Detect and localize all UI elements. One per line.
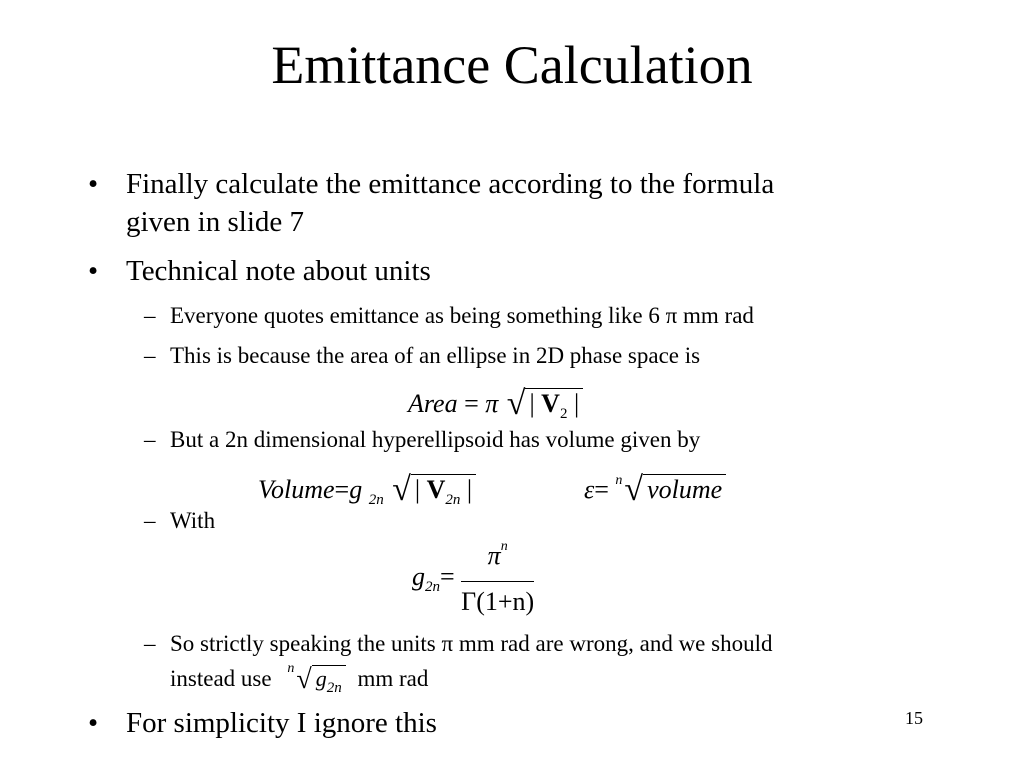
area-sqrt xyxy=(505,384,583,426)
sub-5-unit: mm rad xyxy=(357,666,429,691)
epsilon-radicand: volume xyxy=(643,474,726,504)
epsilon-root xyxy=(622,470,726,508)
sub-5-text: So strictly speaking the units π mm rad are wrong, and we should xyxy=(170,631,773,656)
unit-radicand xyxy=(312,665,346,696)
dash-marker: – xyxy=(144,303,156,328)
bullet-marker: • xyxy=(88,707,99,739)
bullet-1-text-cont: given in slide 7 xyxy=(126,206,305,238)
bullet-2-text: Technical note about units xyxy=(126,255,431,287)
volume-g-sub: 2n xyxy=(368,492,384,508)
g2n-numerator xyxy=(461,538,534,582)
v-subscript: 2n xyxy=(445,492,461,508)
epsilon-eq: = xyxy=(594,475,609,504)
matrix-v: V xyxy=(541,389,560,418)
sub-item-3 xyxy=(144,425,944,455)
unit-root xyxy=(294,663,345,697)
unit-root-expression xyxy=(287,661,345,696)
pi-symbol: π xyxy=(487,541,501,570)
abs-close: | xyxy=(573,389,580,418)
dash-marker: – xyxy=(144,343,156,368)
sub-4-text: With xyxy=(170,508,216,533)
sub-3-text: But a 2n dimensional hyperellipsoid has volume given by xyxy=(170,427,701,452)
v-subscript: 2 xyxy=(559,406,568,422)
epsilon-symbol: ε xyxy=(584,475,595,504)
matrix-v: V xyxy=(426,475,446,504)
sqrt-icon: √ xyxy=(506,385,526,422)
pi-exponent: n xyxy=(500,539,508,554)
sqrt-icon: √ xyxy=(296,664,312,695)
area-eq: = xyxy=(464,389,479,418)
abs-open: | xyxy=(529,389,535,418)
g2n-sub: 2n xyxy=(425,578,440,595)
epsilon-equation xyxy=(584,470,726,513)
sub-1-text: Everyone quotes emittance as being something like 6 π mm rad xyxy=(170,303,754,328)
bullet-3-text: For simplicity I ignore this xyxy=(126,707,437,739)
page-number: 15 xyxy=(905,708,923,728)
unit-root-index: n xyxy=(287,661,295,676)
bullet-marker: • xyxy=(88,168,99,200)
bullet-item-3 xyxy=(88,704,788,742)
abs-close: | xyxy=(466,475,473,504)
sub-item-2 xyxy=(144,341,944,371)
unit-g: g xyxy=(315,666,327,691)
dash-marker: – xyxy=(144,427,156,452)
dash-marker: – xyxy=(144,508,156,533)
epsilon-root-index: n xyxy=(615,473,623,488)
volume-g: g xyxy=(349,475,363,504)
area-lhs: Area xyxy=(408,389,458,418)
abs-open: | xyxy=(414,475,421,504)
area-equation xyxy=(408,384,583,426)
slide-title: Emittance Calculation xyxy=(271,35,753,95)
sub-5-text-cont xyxy=(170,663,428,698)
unit-g-sub: 2n xyxy=(326,680,342,696)
g2n-equation xyxy=(412,538,534,620)
sub-item-4 xyxy=(144,506,444,536)
bullet-item-1 xyxy=(88,165,968,241)
volume-lhs: Volume xyxy=(258,475,335,504)
g2n-denominator: Γ(1+n) xyxy=(461,587,535,616)
sub-2-text: This is because the area of an ellipse in 2D phase space is xyxy=(170,343,701,368)
area-radicand xyxy=(525,388,583,422)
bullet-item-2 xyxy=(88,252,968,290)
sqrt-icon: √ xyxy=(392,471,411,508)
sub-5-instead-use: instead use xyxy=(170,666,272,691)
bullet-marker: • xyxy=(88,255,99,287)
area-pi: π xyxy=(485,389,499,418)
volume-eq: = xyxy=(334,475,350,504)
sub-item-1 xyxy=(144,301,944,331)
dash-marker: – xyxy=(144,631,156,656)
g2n-fraction xyxy=(461,538,534,620)
bullet-1-text: Finally calculate the emittance according to the formula xyxy=(126,168,775,200)
g2n-g: g xyxy=(412,561,425,591)
g2n-eq: = xyxy=(440,561,455,591)
sqrt-icon: √ xyxy=(624,471,644,508)
volume-radicand xyxy=(411,474,476,508)
sub-item-5 xyxy=(144,629,964,696)
